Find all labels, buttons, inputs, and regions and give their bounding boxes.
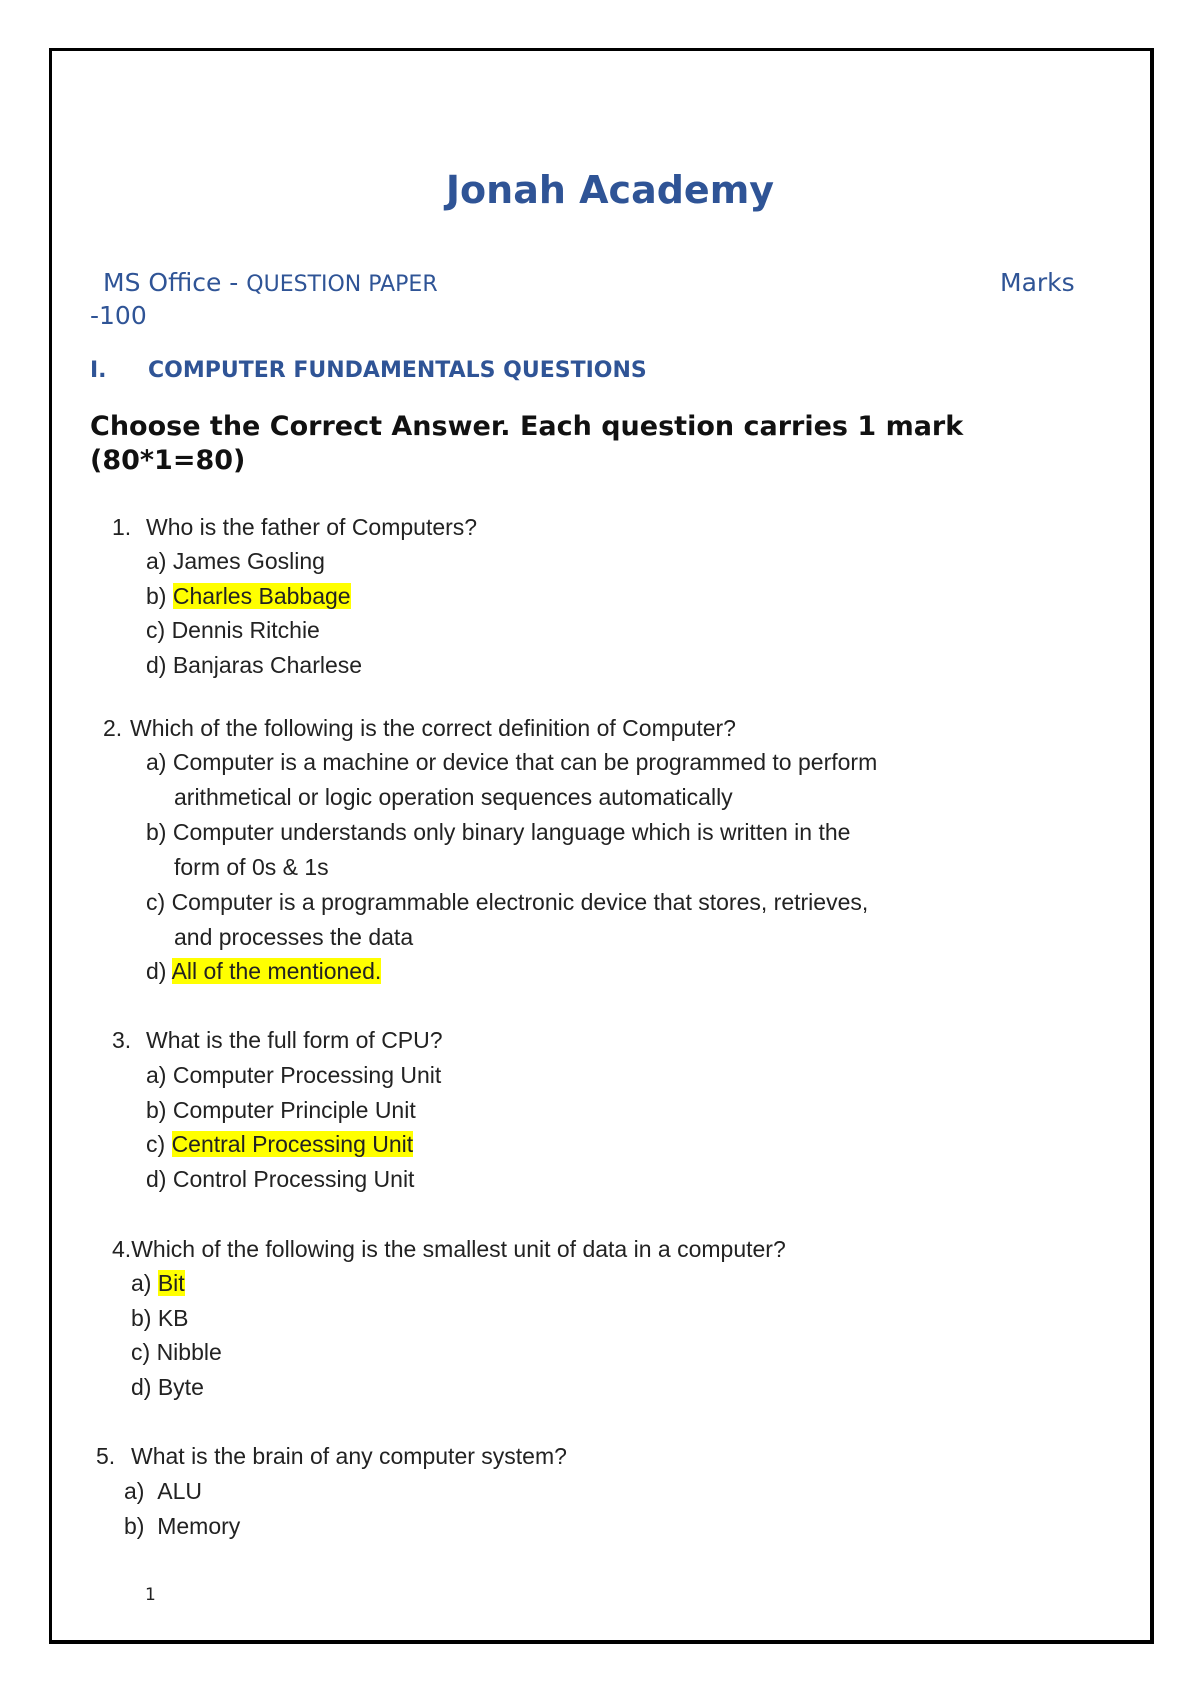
option-letter: d): [146, 1166, 167, 1192]
option-text-highlighted: Central Processing Unit: [171, 1131, 414, 1157]
subject-label: MS Office: [103, 268, 222, 297]
q2-option-a-continuation: arithmetical or logic operation sequences automatically: [174, 784, 733, 810]
option-text: James Gosling: [172, 548, 325, 574]
option-text: Computer is a programmable electronic device that stores, retrieves,: [171, 889, 869, 915]
option-text: Byte: [157, 1374, 204, 1400]
question-3-number: 3.: [112, 1027, 132, 1053]
option-text: Computer understands only binary language which is written in the: [172, 819, 851, 845]
option-text: Computer Principle Unit: [172, 1097, 416, 1123]
section-number: I.: [90, 358, 107, 383]
option-text: KB: [157, 1305, 189, 1331]
option-letter: d): [131, 1374, 152, 1400]
option-letter: a): [146, 1062, 167, 1088]
q1-option-b: [146, 583, 351, 610]
q3-option-b: [146, 1097, 416, 1124]
option-letter: b): [146, 819, 167, 845]
question-5-text: What is the brain of any computer system?: [131, 1443, 567, 1469]
q1-option-c: [146, 617, 320, 644]
q1-option-d: [146, 652, 362, 679]
instruction-line-2: (80*1=80): [90, 445, 246, 476]
question-1-number: 1.: [112, 514, 132, 540]
q2-option-a: [146, 749, 877, 776]
option-letter: c): [131, 1339, 151, 1365]
option-letter: b): [131, 1305, 152, 1331]
option-letter: b): [146, 583, 167, 609]
option-text: Control Processing Unit: [172, 1166, 415, 1192]
page-number: 1: [145, 1585, 156, 1605]
option-text-highlighted: Charles Babbage: [172, 583, 351, 609]
option-letter: c): [146, 617, 166, 643]
instruction: [90, 410, 1050, 478]
q4-option-c: [131, 1339, 222, 1366]
option-letter: c): [146, 889, 166, 915]
instruction-line-1: Choose the Correct Answer. Each question carries 1 mark: [90, 411, 964, 442]
marks-label: Marks: [1000, 268, 1075, 297]
q2-option-c-continuation: and processes the data: [174, 924, 414, 950]
option-text: ALU: [157, 1478, 202, 1504]
q3-option-d: [146, 1166, 414, 1193]
q4-option-d: [131, 1374, 204, 1401]
paper-label: QUESTION PAPER: [246, 272, 438, 297]
option-letter: c): [146, 1131, 166, 1157]
option-text: Nibble: [156, 1339, 222, 1365]
question-2-text: Which of the following is the correct definition of Computer?: [130, 715, 736, 741]
q4-option-b: [131, 1305, 189, 1332]
q5-option-a: [124, 1478, 202, 1505]
option-letter: b): [146, 1097, 167, 1123]
question-4-text: Which of the following is the smallest unit of data in a computer?: [131, 1236, 786, 1262]
question-1-text: Who is the father of Computers?: [146, 514, 478, 540]
subject-separator: -: [221, 268, 247, 297]
q2-option-c: [146, 889, 868, 916]
option-text: Dennis Ritchie: [171, 617, 320, 643]
question-4-number: 4.: [112, 1236, 132, 1262]
q5-option-b: [124, 1513, 240, 1540]
option-letter: a): [146, 749, 167, 775]
option-text-highlighted: All of the mentioned.: [171, 958, 382, 984]
paper-subject-line: [103, 268, 438, 297]
option-text-highlighted: Bit: [157, 1270, 185, 1296]
option-text: Computer Processing Unit: [172, 1062, 442, 1088]
q4-option-a: [131, 1270, 185, 1297]
q2-option-b-continuation: form of 0s & 1s: [174, 854, 329, 880]
section-title: COMPUTER FUNDAMENTALS QUESTIONS: [148, 358, 647, 383]
question-5-number: 5.: [96, 1443, 116, 1469]
page-title: Jonah Academy: [445, 168, 775, 212]
option-text: Banjaras Charlese: [172, 652, 363, 678]
option-text: Computer is a machine or device that can be programmed to perform: [172, 749, 878, 775]
question-4: [112, 1236, 786, 1263]
option-letter: a): [124, 1478, 145, 1504]
q3-option-c: [146, 1131, 413, 1158]
option-letter: a): [146, 548, 167, 574]
question-2-number: 2.: [103, 715, 123, 741]
option-letter: d): [146, 652, 167, 678]
q3-option-a: [146, 1062, 441, 1089]
option-letter: b): [124, 1513, 145, 1539]
q1-option-a: [146, 548, 325, 575]
option-letter: a): [131, 1270, 152, 1296]
option-letter: d): [146, 958, 167, 984]
question-3-text: What is the full form of CPU?: [146, 1027, 443, 1053]
option-text: Memory: [157, 1513, 241, 1539]
marks-value: -100: [90, 301, 147, 330]
q2-option-b: [146, 819, 850, 846]
section-heading: [90, 358, 647, 383]
q2-option-d: [146, 958, 381, 985]
